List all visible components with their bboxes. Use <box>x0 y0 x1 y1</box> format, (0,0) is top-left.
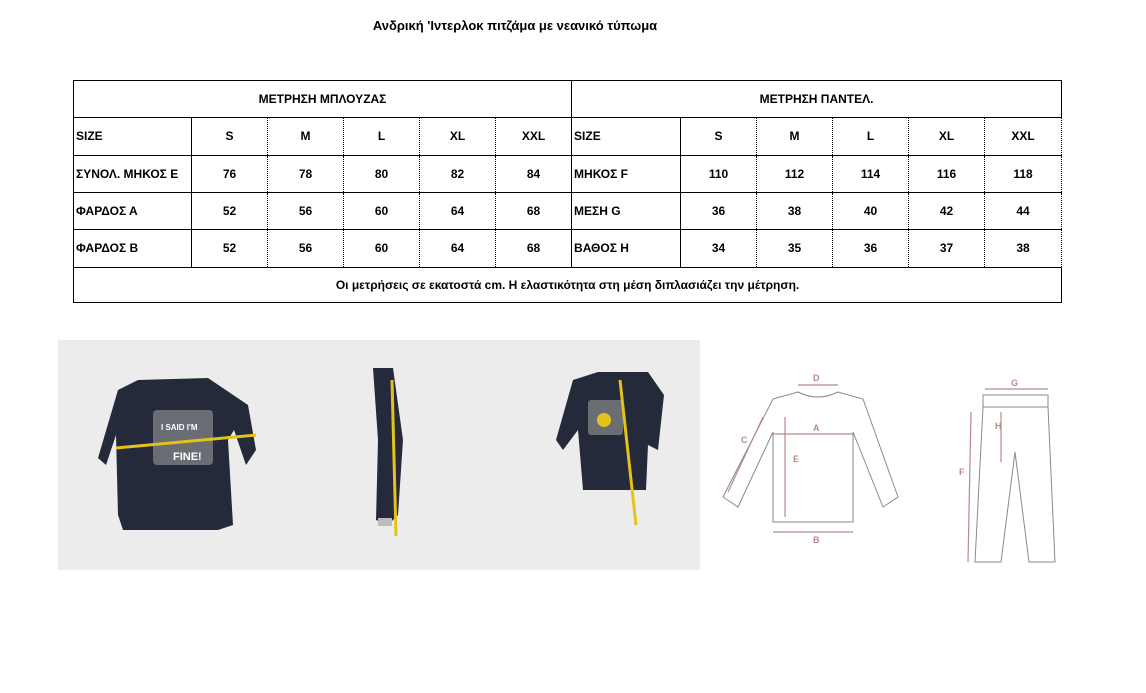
shirt-header: ΜΕΤΡΗΣΗ ΜΠΛΟΥΖΑΣ <box>74 81 572 118</box>
shirt-size: L <box>344 118 420 155</box>
shirt-dimensions <box>728 385 853 532</box>
dim-label-a: A <box>813 423 820 433</box>
shirt-photo <box>98 378 256 530</box>
table-cell: 82 <box>420 155 496 192</box>
table-cell: 114 <box>833 155 909 192</box>
table-cell: 52 <box>192 192 268 229</box>
shirt-length-photo <box>556 372 664 525</box>
table-cell: 76 <box>192 155 268 192</box>
table-cell: 34 <box>681 230 757 267</box>
row-label: ΣΥΝΟΛ. ΜΗΚΟΣ Ε <box>74 155 192 192</box>
shirt-size-label: SIZE <box>74 118 192 155</box>
pants-size: XL <box>909 118 985 155</box>
pants-size: M <box>757 118 833 155</box>
measurement-note: Οι μετρήσεις σε εκατοστά cm. Η ελαστικότητα στη μέση διπλασιάζει την μέτρηση. <box>74 267 1062 302</box>
dim-label-b: B <box>813 535 820 545</box>
table-cell: 112 <box>757 155 833 192</box>
table-cell: 40 <box>833 192 909 229</box>
table-cell: 56 <box>268 230 344 267</box>
table-cell: 42 <box>909 192 985 229</box>
shirt-print-text: FINE! <box>173 451 202 463</box>
measurement-diagram <box>703 357 1143 587</box>
row-label: ΦΑΡΔΟΣ Α <box>74 192 192 229</box>
table-row <box>74 230 1062 267</box>
dim-label-e: E <box>793 454 800 464</box>
table-cell: 68 <box>496 192 572 229</box>
table-cell: 60 <box>344 230 420 267</box>
table-cell: 37 <box>909 230 985 267</box>
pants-size-label: SIZE <box>572 118 681 155</box>
shirt-size: S <box>192 118 268 155</box>
shirt-print-text: I SAID I'M <box>161 423 198 432</box>
table-cell: 52 <box>192 230 268 267</box>
table-cell: 36 <box>833 230 909 267</box>
table-row <box>74 192 1062 229</box>
table-cell: 64 <box>420 192 496 229</box>
pants-photo <box>373 368 403 536</box>
shirt-size: XXL <box>496 118 572 155</box>
table-cell: 36 <box>681 192 757 229</box>
row-label: ΜΕΣΗ G <box>572 192 681 229</box>
table-cell: 60 <box>344 192 420 229</box>
table-cell: 80 <box>344 155 420 192</box>
shirt-size: M <box>268 118 344 155</box>
dim-label-f: F <box>959 467 965 477</box>
pants-size: S <box>681 118 757 155</box>
table-cell: 68 <box>496 230 572 267</box>
table-cell: 64 <box>420 230 496 267</box>
dim-label-d: D <box>813 373 820 383</box>
pants-size: L <box>833 118 909 155</box>
table-cell: 38 <box>985 230 1062 267</box>
pants-dimensions <box>968 389 1048 562</box>
table-cell: 110 <box>681 155 757 192</box>
table-row <box>74 155 1062 192</box>
shirt-outline <box>723 392 898 522</box>
pants-size: XXL <box>985 118 1062 155</box>
measurement-diagram-svg <box>703 357 1143 587</box>
dim-label-g: G <box>1011 378 1019 388</box>
row-label: ΒΑΘΟΣ Η <box>572 230 681 267</box>
table-cell: 56 <box>268 192 344 229</box>
table-cell: 38 <box>757 192 833 229</box>
shirt-size: XL <box>420 118 496 155</box>
product-photos <box>58 340 700 570</box>
table-cell: 84 <box>496 155 572 192</box>
page-title: Ανδρική 'Ιντερλοκ πιτζάμα με νεανικό τύπωμα <box>372 18 658 33</box>
pants-header: ΜΕΤΡΗΣΗ ΠΑΝΤΕΛ. <box>572 81 1062 118</box>
pants-outline <box>975 395 1055 562</box>
dim-label-h: H <box>995 421 1002 431</box>
dim-label-c: C <box>741 435 748 445</box>
row-label: ΦΑΡΔΟΣ Β <box>74 230 192 267</box>
table-cell: 78 <box>268 155 344 192</box>
row-label: ΜΗΚΟΣ F <box>572 155 681 192</box>
product-photos-illustration <box>58 340 700 570</box>
table-cell: 44 <box>985 192 1062 229</box>
table-cell: 116 <box>909 155 985 192</box>
table-cell: 35 <box>757 230 833 267</box>
size-chart-table <box>73 80 1062 303</box>
table-cell: 118 <box>985 155 1062 192</box>
